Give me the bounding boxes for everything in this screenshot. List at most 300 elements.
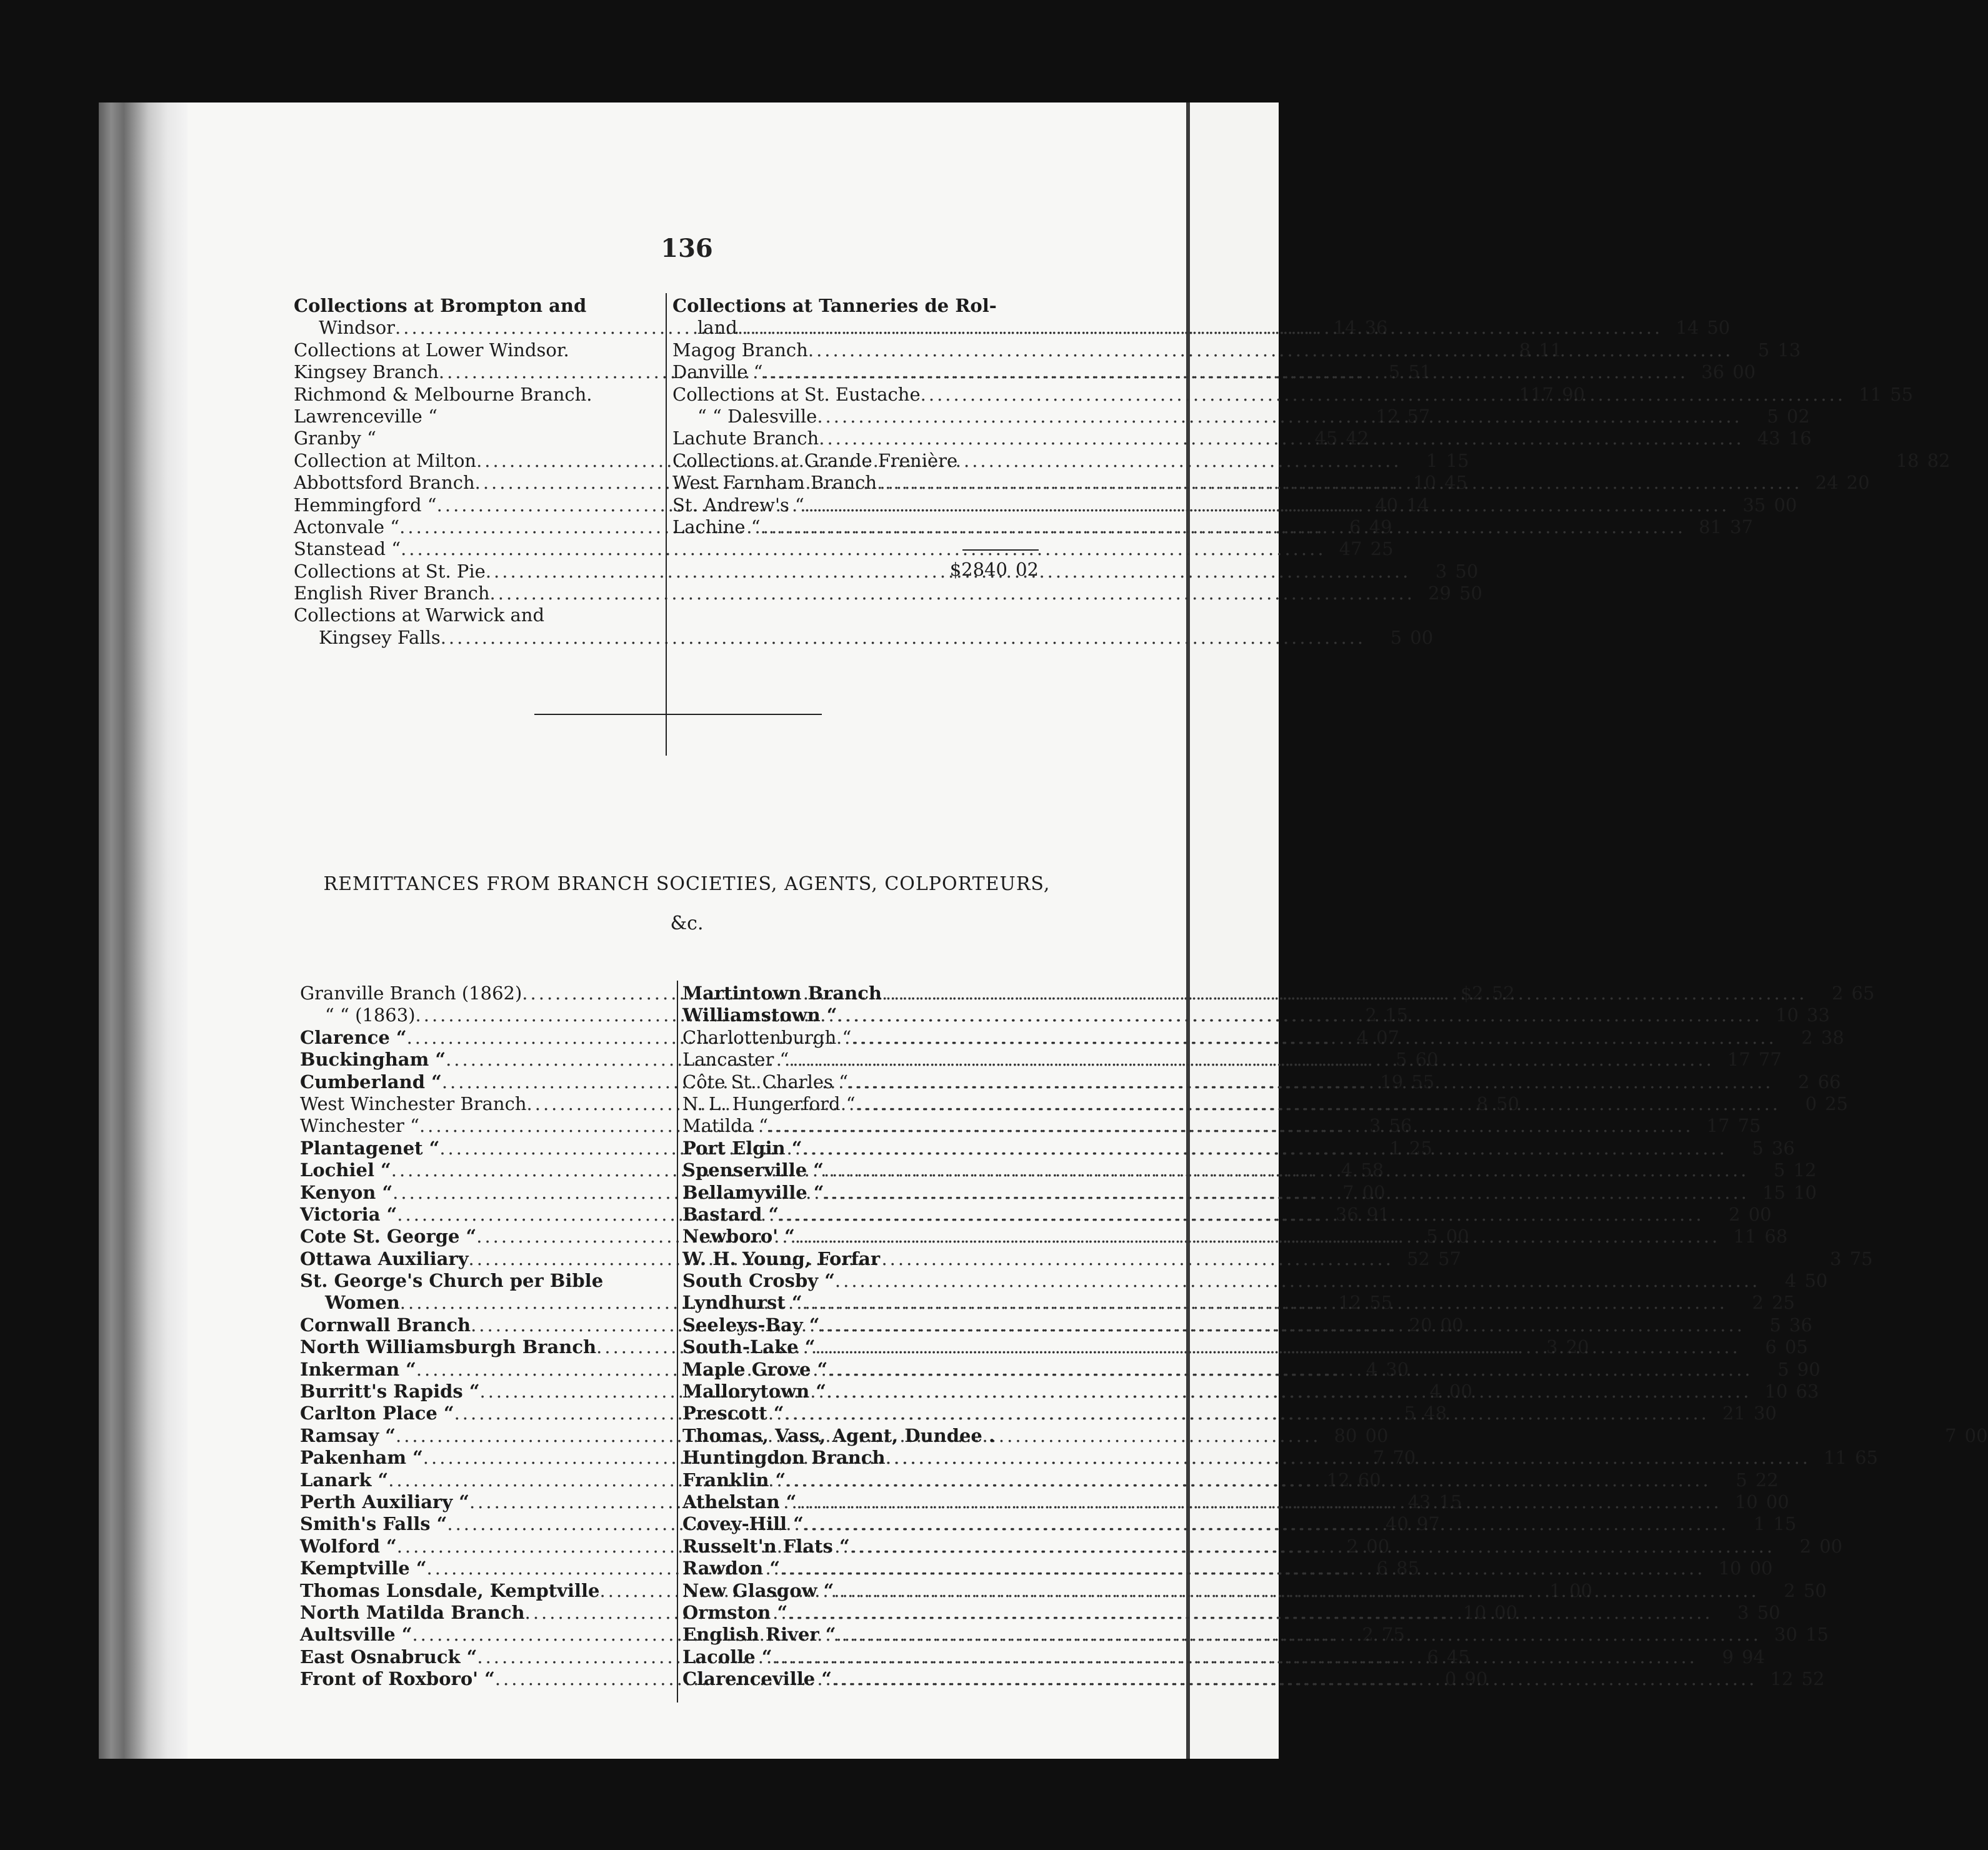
ledger-label: Kingsey Branch xyxy=(294,361,439,383)
leader-dots xyxy=(817,406,1742,428)
amount-dollars: 2 xyxy=(1799,1535,1812,1557)
amount-cents: 48 xyxy=(1424,1402,1447,1424)
amount-dollars: 5 xyxy=(1390,626,1402,648)
total-rule xyxy=(962,549,1039,551)
leader-dots xyxy=(795,1226,1720,1248)
leader-dots xyxy=(787,1602,1712,1624)
leader-dots xyxy=(441,627,1366,649)
amount-dollars: 12 xyxy=(1338,1292,1362,1314)
amount-dollars: 18 xyxy=(1896,449,1919,471)
amount-dollars: 2 xyxy=(1784,1579,1796,1601)
leader-dots xyxy=(832,1668,1757,1690)
amount-dollars: 8 xyxy=(1519,339,1531,361)
amount-dollars: 24 xyxy=(1815,472,1839,494)
amount-dollars: 10 xyxy=(1734,1491,1758,1512)
ledger-label: Granby “ xyxy=(294,428,376,449)
ledger-label: Collections at St. Eustache xyxy=(672,383,921,405)
amount-dollars: 40 xyxy=(1385,1513,1409,1535)
amount-dollars: 7 xyxy=(1372,1447,1385,1469)
amount-cents: 10 xyxy=(1794,1181,1817,1203)
ledger-label: Bellamyville “ xyxy=(682,1181,824,1203)
amount-cents: 63 xyxy=(1796,1381,1819,1402)
amount-cents: 65 xyxy=(1855,1447,1879,1469)
amount-dollars: 5 xyxy=(1736,1469,1747,1491)
ledger-label: Collections at Brompton and xyxy=(294,295,587,316)
ledger-label: Russelt'n Flats “ xyxy=(682,1535,850,1557)
ledger-label: North Williamsburgh Branch xyxy=(300,1336,597,1358)
amount-dollars: 10 xyxy=(1413,472,1437,494)
ledger-label: Lachute Branch xyxy=(672,428,819,449)
amount-dollars: 1 xyxy=(1549,1579,1561,1601)
amount-dollars: 40 xyxy=(1375,494,1399,516)
ledger-label: Martintown Branch xyxy=(682,982,882,1004)
amount-cents: 00 xyxy=(1569,1579,1592,1601)
amount-cents: 22 xyxy=(1755,1469,1779,1491)
leader-dots xyxy=(490,582,1415,604)
ledger-label: “ “ (1863) xyxy=(325,1004,416,1026)
amount-cents: 50 xyxy=(1496,1092,1519,1114)
amount-dollars: 14 xyxy=(1676,317,1699,339)
amount-dollars: 5 xyxy=(1404,1402,1416,1424)
amount-dollars: 80 xyxy=(1334,1424,1357,1446)
ledger-row xyxy=(294,295,656,317)
leader-dots xyxy=(802,1292,1727,1314)
total-dollars: $2840 xyxy=(949,559,1007,580)
amount-dollars: 10 xyxy=(1718,1558,1742,1579)
amount-cents: 00 xyxy=(1766,1491,1789,1512)
section1-column-divider xyxy=(666,293,667,756)
amount-cents: 55 xyxy=(1369,1292,1393,1314)
amount-cents: 55 xyxy=(1890,383,1914,405)
amount-cents: 15 xyxy=(1439,1491,1462,1512)
ledger-label: Port Elgin “ xyxy=(682,1137,802,1159)
leader-dots xyxy=(856,1093,1781,1115)
amount-dollars: 10 xyxy=(1776,1004,1799,1026)
amount-dollars: 4 xyxy=(1429,1381,1441,1402)
amount-cents: 52 xyxy=(1491,982,1515,1004)
ledger-label: Huntingdon Branch xyxy=(682,1447,886,1469)
ledger-label: Pakenham “ xyxy=(300,1447,423,1469)
amount-cents: 14 xyxy=(1406,494,1430,516)
amount-cents: 77 xyxy=(1758,1049,1782,1071)
leader-dots xyxy=(827,1359,1752,1381)
ledger-label: Collections at Warwick and xyxy=(294,604,545,626)
ledger-label: West Farnham Branch xyxy=(672,472,877,494)
amount-cents: 00 xyxy=(1819,1535,1843,1557)
ledger-label: Rawdon “ xyxy=(682,1558,781,1579)
amount-cents: 15 xyxy=(1806,1624,1829,1646)
amount-cents: 50 xyxy=(1803,1579,1827,1601)
amount-dollars: 5 xyxy=(1777,1358,1789,1380)
ledger-row xyxy=(294,538,1394,560)
ledger-label: Cote St. George “ xyxy=(300,1226,477,1248)
ledger-label: North Matilda Branch xyxy=(300,1601,525,1623)
ledger-label: New Glasgow “ xyxy=(682,1579,834,1601)
amount-cents: 97 xyxy=(1416,1513,1440,1535)
ledger-label: Maple Grove “ xyxy=(682,1358,828,1380)
amount-dollars: 5 xyxy=(1767,405,1779,427)
ledger-label: Carlton Place “ xyxy=(300,1402,454,1424)
amount-dollars: 3 xyxy=(1546,1336,1558,1358)
amount-cents: 36 xyxy=(1771,1137,1795,1159)
amount-dollars: 15 xyxy=(1762,1181,1786,1203)
amount-cents: 52 xyxy=(1801,1668,1825,1690)
amount-dollars: 8 xyxy=(1476,1092,1488,1114)
amount-dollars: 1 xyxy=(1753,1513,1766,1535)
amount-cents: 75 xyxy=(1849,1248,1873,1269)
ledger-label: Kenyon “ xyxy=(300,1181,393,1203)
leader-dots xyxy=(772,1646,1697,1668)
amount-cents: 70 xyxy=(1392,1447,1416,1469)
amount-cents: 00 xyxy=(1494,1601,1518,1623)
amount-dollars: 3 xyxy=(1830,1248,1842,1269)
ledger-label: Actonvale “ xyxy=(294,516,400,538)
remittances-subheading: &c. xyxy=(670,912,704,934)
leader-dots xyxy=(804,1513,1729,1535)
amount-dollars: 7 xyxy=(1945,1424,1957,1446)
ledger-label: Thomas, Vass, Agent, Dundee . xyxy=(682,1424,996,1446)
ledger-label: Smith's Falls “ xyxy=(300,1513,447,1535)
amount-dollars: 1 xyxy=(1389,1137,1401,1159)
leader-dots xyxy=(786,1469,1711,1491)
amount-dollars: 4 xyxy=(1341,1159,1353,1181)
amount-dollars: 5 xyxy=(1773,1159,1786,1181)
amount-dollars: 5 xyxy=(1757,339,1770,361)
amount-cents: 50 xyxy=(1707,317,1731,339)
amount-cents: 00 xyxy=(1748,1203,1772,1225)
amount-cents: 91 xyxy=(1366,1203,1390,1225)
leader-dots xyxy=(851,1027,1776,1049)
amount-cents: 00 xyxy=(1732,361,1756,383)
ledger-label: Granville Branch (1862) xyxy=(300,982,522,1004)
amount-cents: 75 xyxy=(1382,1624,1405,1646)
book-page-edges xyxy=(99,102,192,1759)
ledger-label: Magog Branch xyxy=(672,339,808,361)
section2-column-divider xyxy=(677,981,678,1702)
amount-cents: 50 xyxy=(1757,1601,1781,1623)
ledger-label: Burritt's Rapids “ xyxy=(300,1381,480,1402)
amount-dollars: 10 xyxy=(1463,1601,1487,1623)
leader-dots xyxy=(763,361,1688,383)
amount-cents: 00 xyxy=(1362,1181,1386,1203)
leader-dots xyxy=(768,1115,1693,1137)
amount-cents: 50 xyxy=(1459,582,1482,604)
amount-cents: 00 xyxy=(1365,1424,1389,1446)
ledger-label: Spenserville “ xyxy=(682,1159,824,1181)
amount-dollars: 5 xyxy=(1426,1226,1438,1248)
ledger-label: Hemmingford “ xyxy=(294,494,437,516)
leader-dots xyxy=(826,1381,1751,1402)
amount-cents: 36 xyxy=(1364,317,1388,339)
remittances-heading: REMITTANCES FROM BRANCH SOCIETIES, AGENTS, COLPORTEURS, xyxy=(323,873,1051,895)
amount-cents: 55 xyxy=(1411,1071,1435,1092)
ledger-label: Plantagenet “ xyxy=(300,1137,440,1159)
amount-dollars: 10 xyxy=(1764,1381,1788,1402)
amount-dollars: 12 xyxy=(1326,1469,1350,1491)
ledger-label: St. Andrew's “ xyxy=(672,494,804,516)
ledger-label: Collection at Milton xyxy=(294,449,477,471)
ledger-label: St. George's Church per Bible xyxy=(300,1270,604,1292)
amount-dollars: 4 xyxy=(1784,1270,1797,1292)
amount-cents: 90 xyxy=(1797,1358,1821,1380)
ledger-label: Collections at St. Pie xyxy=(294,560,486,582)
amount-cents: 00 xyxy=(1446,1226,1469,1248)
ledger-label: Lacolle “ xyxy=(682,1646,772,1668)
leader-dots xyxy=(808,339,1733,361)
amount-dollars: 81 xyxy=(1699,516,1722,538)
amount-dollars: 0 xyxy=(1805,1092,1817,1114)
ledger-label: Richmond & Melbourne Branch. xyxy=(294,383,592,405)
ledger-row xyxy=(682,1270,1828,1292)
leader-dots xyxy=(796,1491,1721,1513)
amount-dollars: 3 xyxy=(1369,1115,1381,1137)
amount-dollars: 4 xyxy=(1366,1358,1378,1380)
amount-cents: 57 xyxy=(1438,1248,1461,1269)
ledger-label: Clarence “ xyxy=(300,1026,407,1048)
ledger-label: Thomas Lonsdale, Kemptville xyxy=(300,1579,600,1601)
document-page xyxy=(187,102,1988,1759)
amount-cents: 20 xyxy=(1846,472,1870,494)
section-separator-rule xyxy=(534,714,822,715)
leader-dots xyxy=(834,1580,1759,1602)
amount-dollars: 47 xyxy=(1339,538,1362,560)
ledger-label: Collections at Grande Frenière xyxy=(672,449,958,471)
leader-dots xyxy=(819,428,1744,449)
amount-dollars: 52 xyxy=(1407,1248,1430,1269)
amount-dollars: 11 xyxy=(1859,383,1882,405)
leader-dots xyxy=(886,1447,1811,1469)
amount-dollars: 12 xyxy=(1376,405,1399,427)
amount-cents: 00 xyxy=(1440,1314,1464,1336)
ledger-label: Inkerman “ xyxy=(300,1358,416,1380)
ledger-label: Charlottenburgh “ xyxy=(682,1026,852,1048)
amount-cents: 12 xyxy=(1793,1159,1817,1181)
amount-cents: 45 xyxy=(1446,1646,1470,1668)
ledger-label: Seeleys-Bay “ xyxy=(682,1314,820,1336)
amount-dollars: 19 xyxy=(1380,1071,1404,1092)
ledger-label: Abbottsford Branch xyxy=(294,472,475,494)
amount-dollars: 5 xyxy=(1396,1049,1407,1071)
leader-dots xyxy=(779,1204,1704,1226)
leader-dots xyxy=(761,516,1686,538)
amount-dollars: 117 xyxy=(1519,383,1554,405)
ledger-label: Lachine “ xyxy=(672,516,761,538)
amount-cents: 75 xyxy=(1737,1115,1761,1137)
amount-dollars: 4 xyxy=(1356,1026,1369,1048)
leader-dots xyxy=(882,982,1807,1004)
ledger-label: Collections at Lower Windsor. xyxy=(294,339,569,361)
ledger-label: Williamstown “ xyxy=(682,1004,837,1026)
ledger-label: Aultsville “ xyxy=(300,1624,412,1646)
ledger-label: Newboro' “ xyxy=(682,1226,795,1248)
ledger-label: Kingsey Falls xyxy=(319,626,441,648)
amount-dollars: 2 xyxy=(1752,1292,1764,1314)
amount-dollars: 6 xyxy=(1376,1558,1388,1579)
ledger-label: Collections at Tanneries de Rol- xyxy=(672,295,997,316)
leader-dots xyxy=(401,538,1326,560)
amount-cents: 37 xyxy=(1730,516,1754,538)
amount-cents: 60 xyxy=(1357,1469,1381,1491)
ledger-label: Lanark “ xyxy=(300,1469,389,1491)
amount-dollars: 6 xyxy=(1427,1646,1439,1668)
amount-cents: 00 xyxy=(1964,1424,1988,1446)
amount-dollars: 2 xyxy=(1831,982,1844,1004)
amount-cents: 85 xyxy=(1396,1558,1419,1579)
ledger-label: Athelstan “ xyxy=(682,1491,797,1512)
amount-dollars: 11 xyxy=(1733,1226,1757,1248)
amount-cents: 58 xyxy=(1361,1159,1384,1181)
ledger-label: Perth Auxiliary “ xyxy=(300,1491,469,1512)
amount-cents: 02 xyxy=(1786,405,1810,427)
ledger-label: South Crosby “ xyxy=(682,1270,835,1292)
ledger-label: English River Branch xyxy=(294,582,490,604)
amount-dollars: 5 xyxy=(1769,1314,1781,1336)
ledger-label: land xyxy=(697,317,737,339)
leader-dots xyxy=(780,1558,1705,1579)
ledger-row xyxy=(294,604,656,626)
ledger-label: Wolford “ xyxy=(300,1535,397,1557)
ledger-label: Kemptville “ xyxy=(300,1558,427,1579)
leader-dots xyxy=(921,384,1846,406)
ledger-label: Lawrenceville “ xyxy=(294,405,437,427)
amount-cents: 00 xyxy=(1449,1381,1472,1402)
ledger-row xyxy=(300,1270,669,1292)
amount-cents: 00 xyxy=(1366,1535,1390,1557)
ledger-row xyxy=(294,626,1434,649)
leader-dots xyxy=(877,472,1802,494)
leader-dots xyxy=(802,1138,1727,1159)
amount-cents: 51 xyxy=(1408,361,1432,383)
amount-dollars: 36 xyxy=(1335,1203,1359,1225)
amount-dollars: 14 xyxy=(1333,317,1357,339)
amount-dollars: 11 xyxy=(1824,1447,1847,1469)
leader-dots xyxy=(835,1270,1760,1292)
ledger-label: W. H. Young, Forfar xyxy=(682,1248,881,1269)
amount-dollars: 3 xyxy=(1737,1601,1749,1623)
amount-cents: 50 xyxy=(1804,1270,1828,1292)
amount-cents: 60 xyxy=(1415,1049,1439,1071)
ledger-row xyxy=(672,295,1039,317)
amount-dollars: 17 xyxy=(1706,1115,1730,1137)
amount-dollars: 2 xyxy=(1801,1026,1813,1048)
amount-dollars: 5 xyxy=(1388,361,1401,383)
ledger-label: Danville “ xyxy=(672,361,763,383)
ledger-label: English River “ xyxy=(682,1624,836,1646)
amount-dollars: 7 xyxy=(1342,1181,1354,1203)
amount-cents: 20 xyxy=(1566,1336,1589,1358)
ledger-label: Winchester “ xyxy=(300,1115,419,1137)
ledger-label: Lyndhurst “ xyxy=(682,1292,802,1314)
amount-dollars: 5 xyxy=(1752,1137,1764,1159)
ledger-label: Victoria “ xyxy=(300,1203,397,1225)
ledger-label: Women xyxy=(325,1292,400,1314)
amount-cents: 05 xyxy=(1784,1336,1808,1358)
amount-cents: 07 xyxy=(1376,1026,1400,1048)
amount-cents: 16 xyxy=(1788,428,1812,449)
ledger-label: Ottawa Auxiliary xyxy=(300,1248,469,1269)
amount-cents: 00 xyxy=(1410,626,1434,648)
amount-cents: 90 xyxy=(1562,383,1585,405)
leader-dots xyxy=(784,1402,1709,1424)
ledger-label: Prescott “ xyxy=(682,1402,784,1424)
amount-cents: 11 xyxy=(1539,339,1562,361)
amount-dollars: 30 xyxy=(1774,1624,1797,1646)
ledger-label: Stanstead “ xyxy=(294,538,401,560)
amount-cents: 25 xyxy=(1409,1137,1432,1159)
leader-dots xyxy=(815,1336,1740,1358)
amount-cents: 00 xyxy=(1774,494,1797,516)
amount-cents: 50 xyxy=(1455,560,1479,582)
amount-dollars: 2 xyxy=(1365,1004,1377,1026)
ledger-label: Clarenceville “ xyxy=(682,1668,832,1690)
amount-dollars: 43 xyxy=(1757,428,1781,449)
leader-dots xyxy=(824,1159,1749,1181)
ledger-label: Franklin “ xyxy=(682,1469,786,1491)
leader-dots xyxy=(824,1182,1749,1204)
amount-cents: 15 xyxy=(1446,449,1469,471)
total-cents: 02 xyxy=(1016,559,1039,580)
amount-cents: 56 xyxy=(1389,1115,1412,1137)
ledger-label: Covey-Hill “ xyxy=(682,1513,804,1535)
amount-dollars: 35 xyxy=(1742,494,1766,516)
amount-cents: 38 xyxy=(1821,1026,1844,1048)
ledger-label: Cornwall Branch xyxy=(300,1314,471,1336)
amount-cents: 49 xyxy=(1369,516,1392,538)
amount-dollars: 20 xyxy=(1409,1314,1432,1336)
amount-cents: 25 xyxy=(1370,538,1394,560)
ledger-label: Windsor xyxy=(319,317,396,339)
ledger-label: Ormston “ xyxy=(682,1601,788,1623)
amount-cents: 42 xyxy=(1346,428,1369,449)
leader-dots xyxy=(850,1536,1775,1558)
leader-dots xyxy=(837,1004,1762,1026)
amount-cents: 33 xyxy=(1807,1004,1830,1026)
amount-cents: 13 xyxy=(1777,339,1801,361)
ledger-label: Matilda “ xyxy=(682,1115,769,1137)
amount-cents: 25 xyxy=(1825,1092,1849,1114)
leader-dots xyxy=(789,1049,1714,1071)
amount-dollars: 43 xyxy=(1407,1491,1431,1512)
amount-cents: 45 xyxy=(1444,472,1468,494)
amount-cents: 30 xyxy=(1386,1358,1409,1380)
amount-dollars: 21 xyxy=(1722,1402,1746,1424)
ledger-label: Front of Roxboro' “ xyxy=(300,1668,495,1690)
amount-dollars: 12 xyxy=(1770,1668,1794,1690)
leader-dots xyxy=(848,1071,1773,1093)
ledger-label: Lochiel “ xyxy=(300,1159,391,1181)
ledger-label: Buckingham “ xyxy=(300,1049,446,1071)
amount-dollars: 2 xyxy=(1346,1535,1359,1557)
amount-cents: 36 xyxy=(1789,1314,1812,1336)
leader-dots xyxy=(737,317,1662,339)
amount-dollars: 6 xyxy=(1349,516,1361,538)
ledger-label: Bastard “ xyxy=(682,1203,779,1225)
amount-dollars: 1 xyxy=(1426,449,1438,471)
ledger-label: East Osnabruck “ xyxy=(300,1646,477,1668)
amount-cents: 68 xyxy=(1764,1226,1788,1248)
ledger-row xyxy=(294,582,1482,604)
amount-dollars: 29 xyxy=(1428,582,1451,604)
amount-dollars: 36 xyxy=(1701,361,1725,383)
amount-cents: 90 xyxy=(1464,1668,1488,1690)
ledger-label: Lancaster “ xyxy=(682,1049,789,1071)
leader-dots xyxy=(819,1314,1744,1336)
ledger-row xyxy=(682,1535,1843,1558)
amount-cents: 94 xyxy=(1742,1646,1765,1668)
leader-dots xyxy=(804,494,1729,516)
ledger-label: West Winchester Branch xyxy=(300,1092,527,1114)
amount-dollars: 45 xyxy=(1314,428,1338,449)
